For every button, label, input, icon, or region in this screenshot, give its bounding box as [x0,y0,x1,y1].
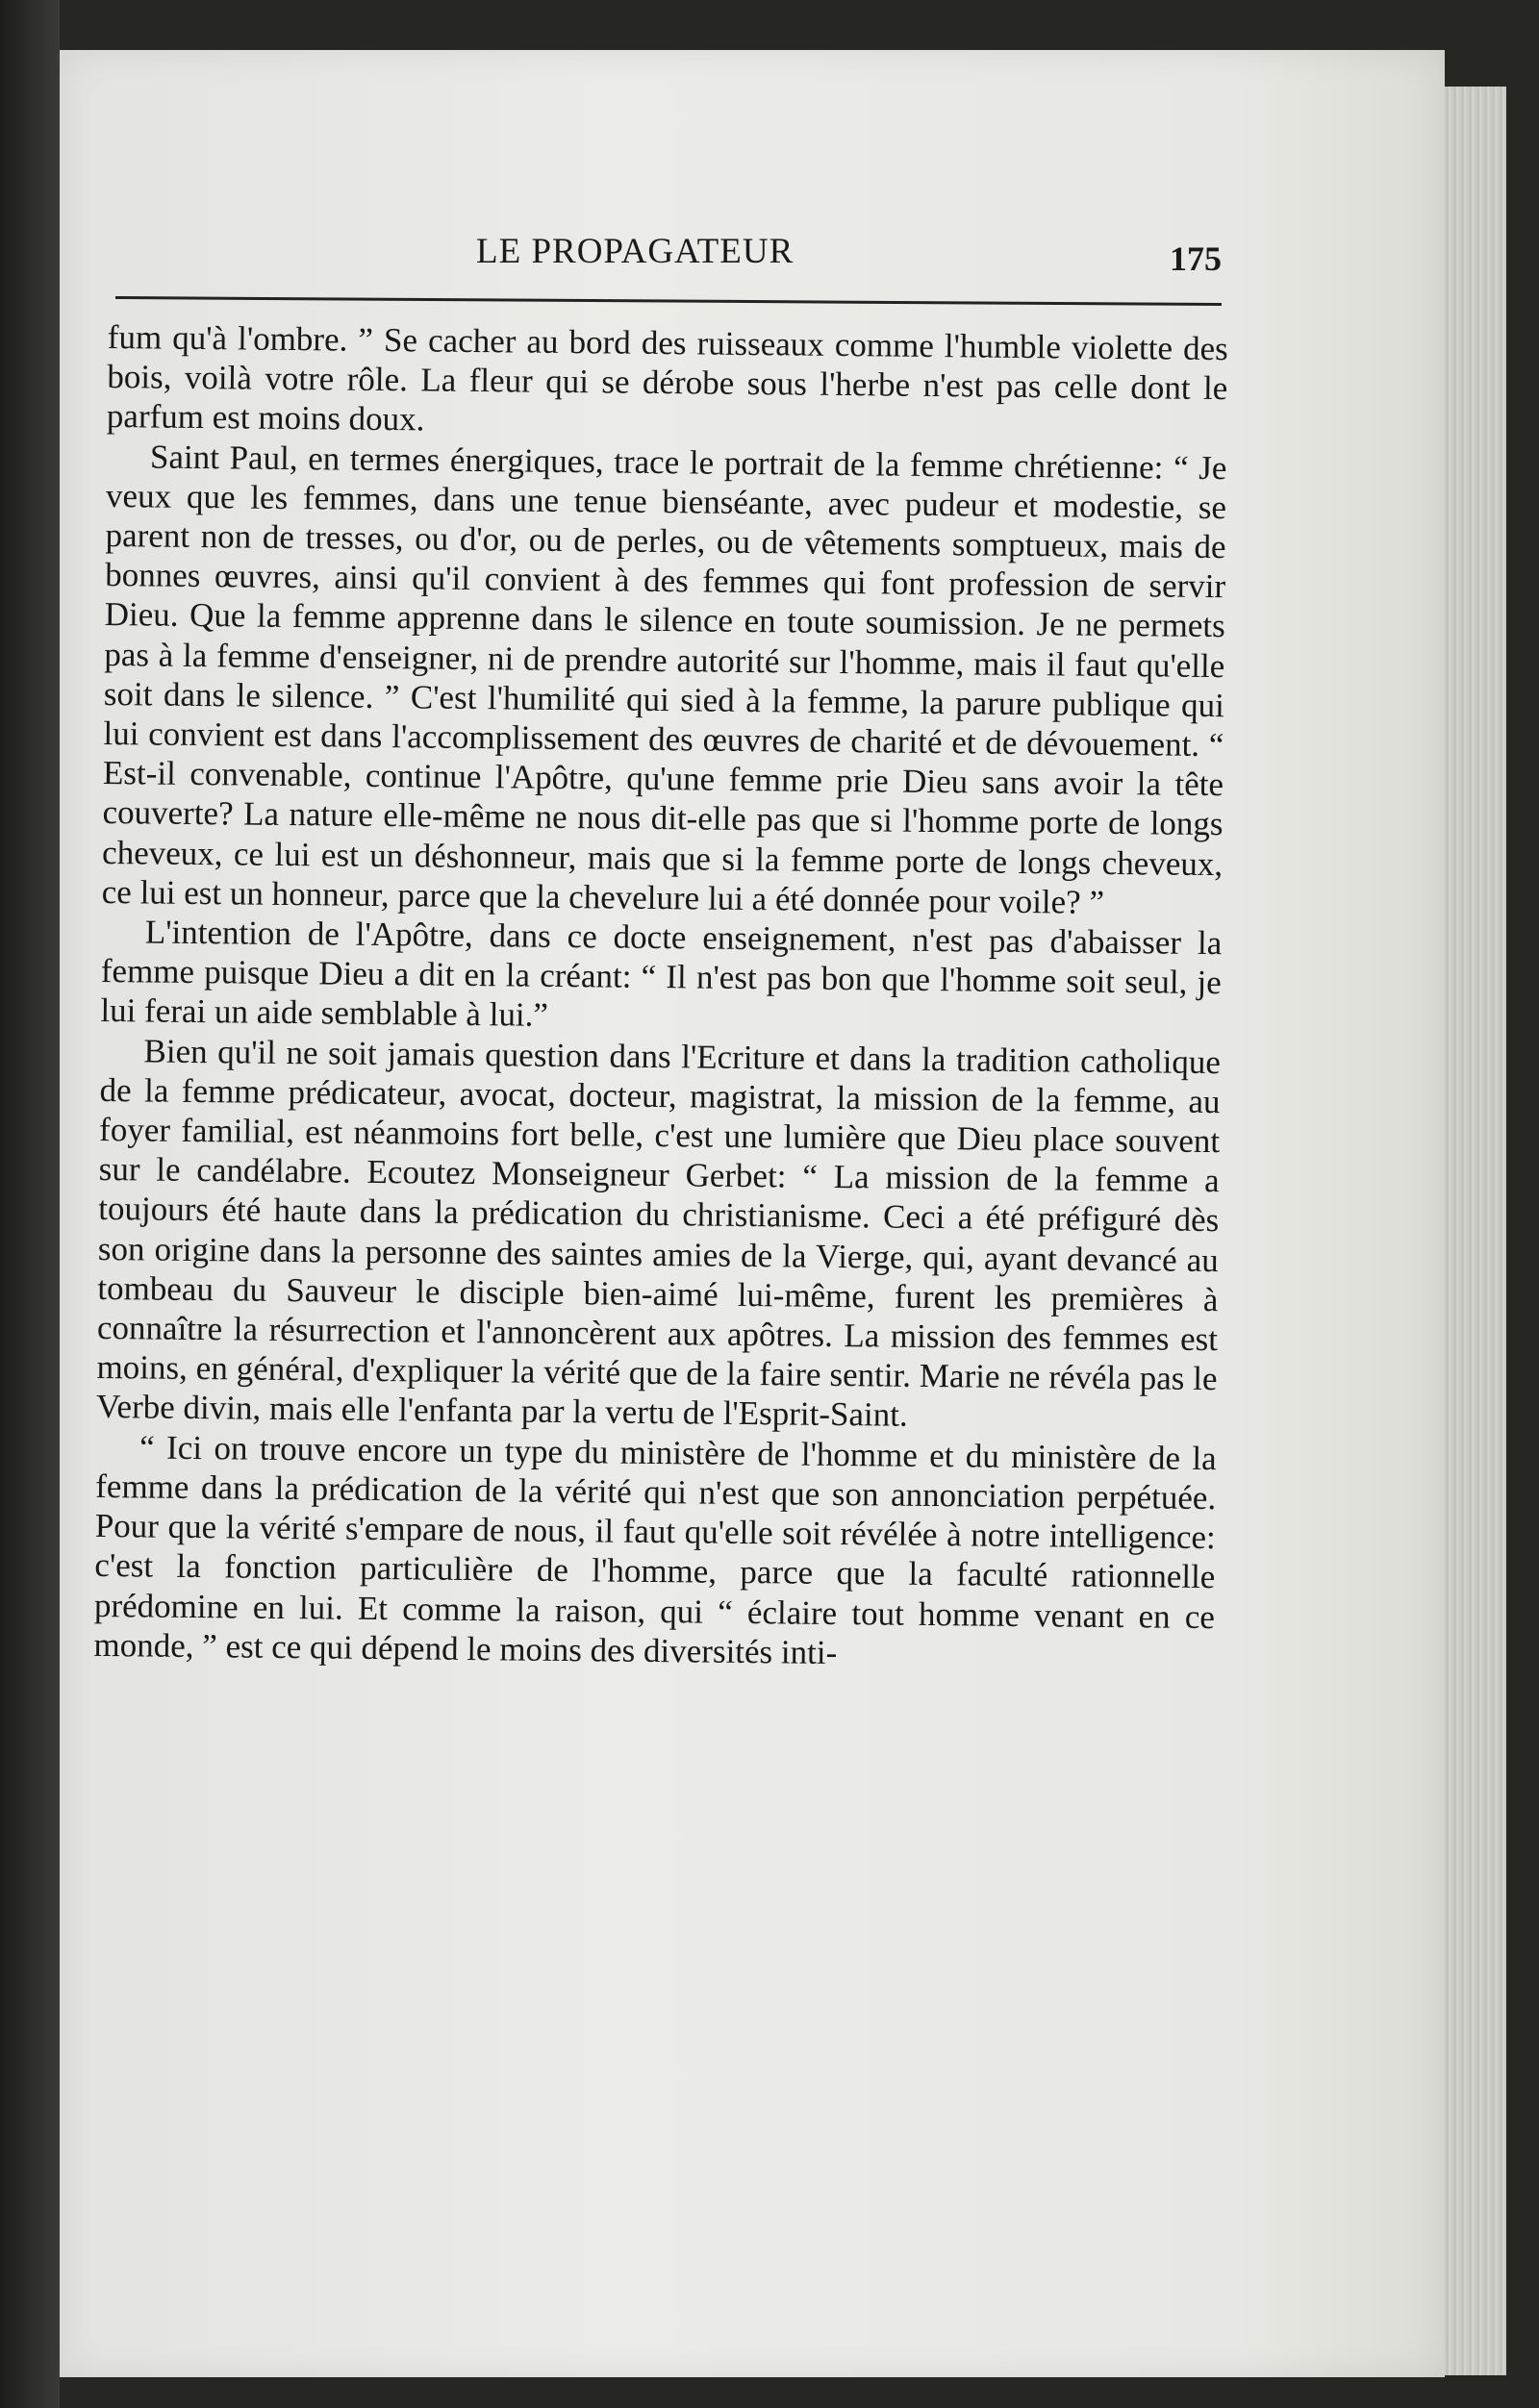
running-title: LE PROPAGATEUR [476,232,795,271]
page-number: 175 [1170,239,1222,278]
body-text [88,317,1228,2156]
paragraph: fum qu'à l'ombre. ” Se cacher au bord des ruisseaux comme l'humble violette des bois, voilà votre rôle. La fleur qui se dérobe sous l'herbe n'est pas celle dont le parfum est moins doux. [106,317,1228,439]
paragraph: Bien qu'il ne soit jamais question dans l'Ecriture et dans la tradition catholique de la femme prédicateur, avocat, docteur, magistrat, la mission de la femme, au foyer familial, est néanmoins fort belle, c'est une lumière que Dieu place souvent sur le candélabre. Ecoutez Monseigneur Gerbet: “ La mission de la femme a toujours été haute dans la prédication du christianisme. Ceci a été préfiguré dès son origine dans la personne des saintes amies de la Vierge, qui, ayant devancé au tombeau du Sauveur le disciple bien-aimé lui-même, furent les premières à connaître la résurrection et l'annoncèrent aux apôtres. La mission des femmes est moins, en général, d'expliquer la vérité que de la faire sentir. Marie ne révéla pas le Verbe divin, mais elle l'enfanta par la vertu de l'Esprit-Saint. [95,1032,1222,1435]
paragraph: L'intention de l'Apôtre, dans ce docte enseignement, n'est pas d'abaisser la femme puisque Dieu a dit en la créant: “ Il n'est pas bon que l'homme soit seul, je lui ferai un aide semblable à lui.” [100,913,1223,1035]
paragraph: Saint Paul, en termes énergiques, trace le portrait de la femme chrétienne: “ Je veux que les femmes, dans une tenue bienséante, avec pudeur et modestie, se parent non de tresses, ou d'or, ou de perles, ou de vêtements somptueux, mais de bonnes œuvres, ainsi qu'il convient à des femmes qui font profession de servir Dieu. Que la femme apprenne dans le silence en toute soumission. Je ne permets pas à la femme d'enseigner, ni de prendre autorité sur l'homme, mais il faut qu'elle soit dans le silence. ” C'est l'humilité qui sied à la femme, la parure publique qui lui convient est dans l'accomplissement des œuvres de charité et de dévouement. “ Est-il convenable, continue l'Apôtre, qu'une femme prie Dieu sans avoir la tête couverte? La nature elle-même ne nous dit-elle pas que si l'homme porte de longs cheveux, ce lui est un déshonneur, mais que si la femme porte de longs cheveux, ce lui est un honneur, parce que la chevelure lui a été donnée pour voile? ” [101,438,1227,921]
page-header [115,231,1222,288]
page-edges [1445,87,1506,2375]
book-gutter [0,0,60,2408]
paragraph: “ Ici on trouve encore un type du ministère de l'homme et du ministère de la femme dans la prédication de la vérité qui n'est que son annonciation perpétuée. Pour que la vérité s'empare de nous, il faut qu'elle soit révélée à notre intelligence: c'est la fonction particulière de l'homme, parce que la faculté rationnelle prédomine en lui. Et comme la raison, qui “ éclaire tout homme venant en ce monde, ” est ce qui dépend le moins des diversités inti- [93,1428,1217,1671]
